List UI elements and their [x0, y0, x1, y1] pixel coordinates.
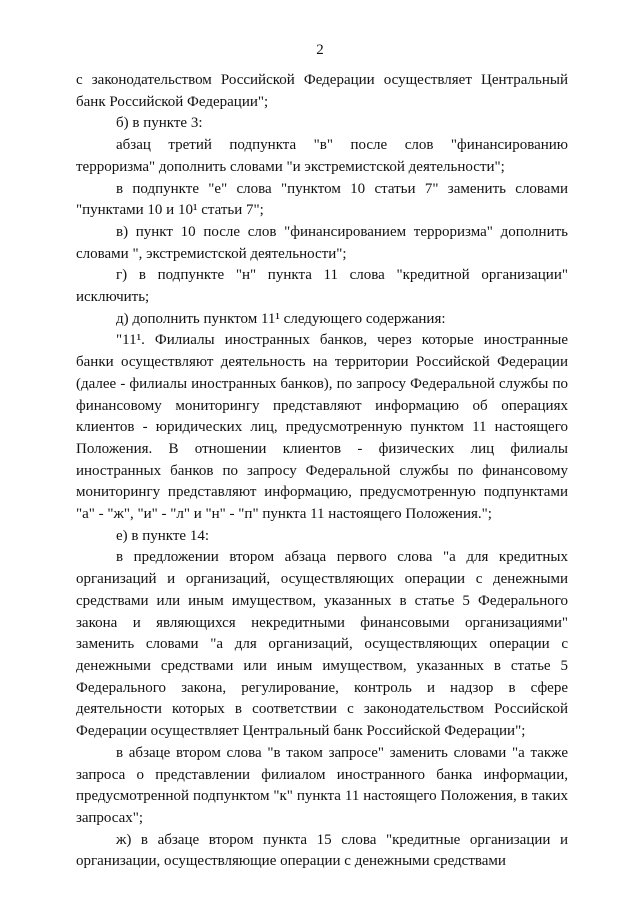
- document-body: [76, 70, 568, 873]
- paragraph: в предложении втором абзаца первого слова "а для кредитных организаций и организаций, осуществляющих операции с денежными средствами или иным имуществом, указанных в статье 5 Федерального закона и являющихся некредитными финансовыми организациями" заменить словами "а для организаций, осуществляющих операции с денежными средствами или иным имуществом, указанных в статье 5 Федерального закона, регулирование, контроль и надзор в сфере деятельности которых в соответствии с законодательством Российской Федерации осуществляет Центральный банк Российской Федерации";: [76, 549, 568, 740]
- paragraph: с законодательством Российской Федерации осуществляет Центральный банк Российской Федерации";: [76, 72, 568, 110]
- paragraph: е) в пункте 14:: [116, 527, 210, 544]
- paragraph: д) дополнить пунктом 11¹ следующего содержания:: [116, 310, 446, 327]
- paragraph: г) в подпункте "н" пункта 11 слова "кредитной организации" исключить;: [76, 267, 568, 306]
- paragraph: абзац третий подпункта "в" после слов "финансированию терроризма" дополнить словами "и экстремистской деятельности";: [76, 137, 568, 175]
- paragraph: в) пункт 10 после слов "финансированием терроризма" дополнить словами ", экстремистской деятельности";: [76, 223, 568, 262]
- page-number: 2: [316, 42, 324, 58]
- paragraph: в абзаце втором слова "в таком запросе" заменить словами "а также запроса о представлении филиалом иностранного банка информации, предусмотренной подпунктом "к" пункта 11 настоящего Положения, в таких запросах";: [76, 744, 568, 826]
- paragraph: ж) в абзаце втором пункта 15 слова "кредитные организации и организации, осуществляющие операции с денежными средствами: [76, 831, 568, 870]
- paragraph: "11¹. Филиалы иностранных банков, через которые иностранные банки осуществляют деятельность на территории Российской Федерации (далее - филиалы иностранных банков), по запросу Федеральной службы по финансовому мониторингу представляют информацию об операциях клиентов - юридических лиц, предусмотренную пунктом 11 настоящего Положения. В отношении клиентов - физических лиц филиалы иностранных банков по запросу Федеральной службы по финансовому мониторингу представляют информацию, предусмотренную подпунктами "а" - "ж", "и" - "л" и "н" - "п" пункта 11 настоящего Положения.";: [76, 332, 568, 523]
- paragraph: в подпункте "е" слова "пунктом 10 статьи 7" заменить словами "пунктами 10 и 10¹ статьи 7";: [76, 180, 568, 219]
- paragraph: б) в пункте 3:: [116, 115, 203, 132]
